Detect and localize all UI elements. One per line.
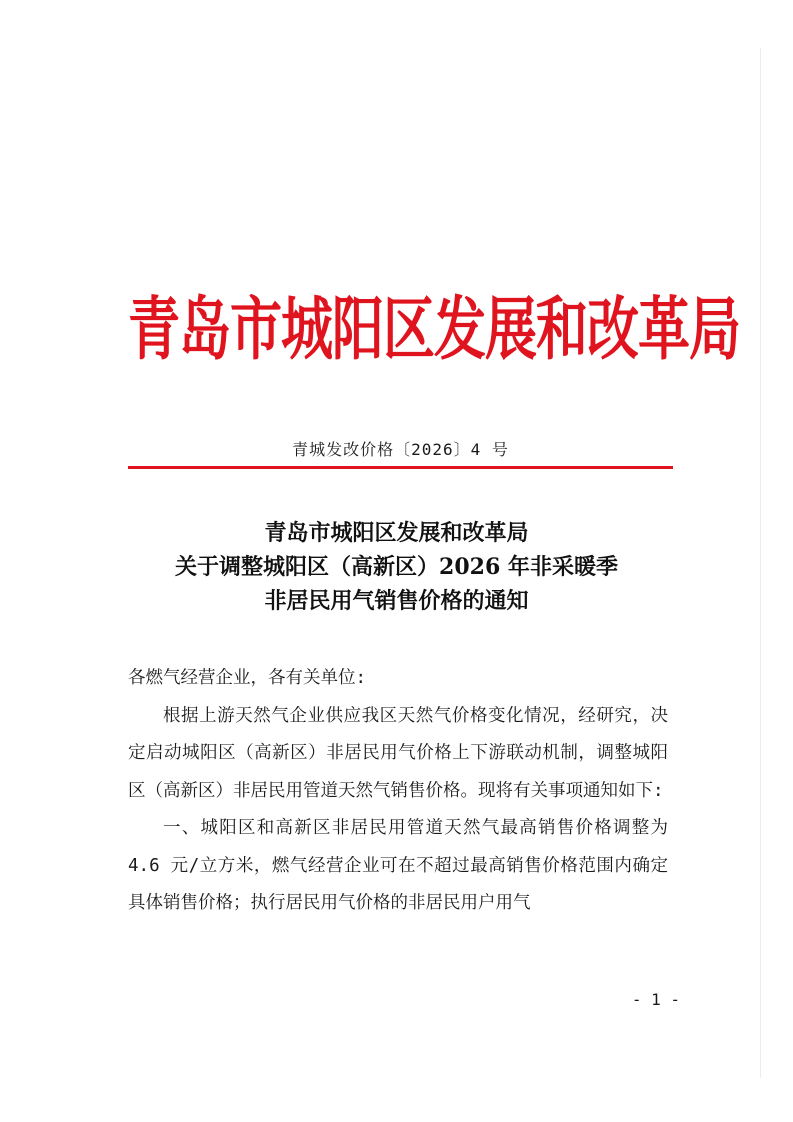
document-title [100,516,693,618]
salutation: 各燃气经营企业，各有关单位: [128,668,367,688]
issuer-red-header: 青岛市城阳区发展和改革局 [128,289,741,371]
title-line-3: 非居民用气销售价格的通知 [264,588,529,614]
red-header-rule [128,466,673,469]
page-number: - 1 - [631,990,680,1009]
body-paragraph-2: 一、城阳区和高新区非居民用管道天然气最高销售价格调整为 4.6 元/立方米，燃气经营企业可在不超过最高销售价格范围内确定具体销售价格；执行居民用气价格的非居民用户用气 [128,818,668,913]
title-line-1: 青岛市城阳区发展和改革局 [264,520,529,546]
title-line-2: 关于调整城阳区（高新区）2026 年非采暖季 [175,554,618,580]
document-body [128,660,668,923]
body-paragraph-1: 根据上游天然气企业供应我区天然气价格变化情况，经研究，决定启动城阳区（高新区）非居民用气价格上下游联动机制，调整城阳区（高新区）非居民用管道天然气销售价格。现将有关事项通知如下: [128,705,668,801]
document-number: 青城发改价格〔2026〕4 号 [292,440,509,459]
page-edge-divider [760,48,761,1078]
